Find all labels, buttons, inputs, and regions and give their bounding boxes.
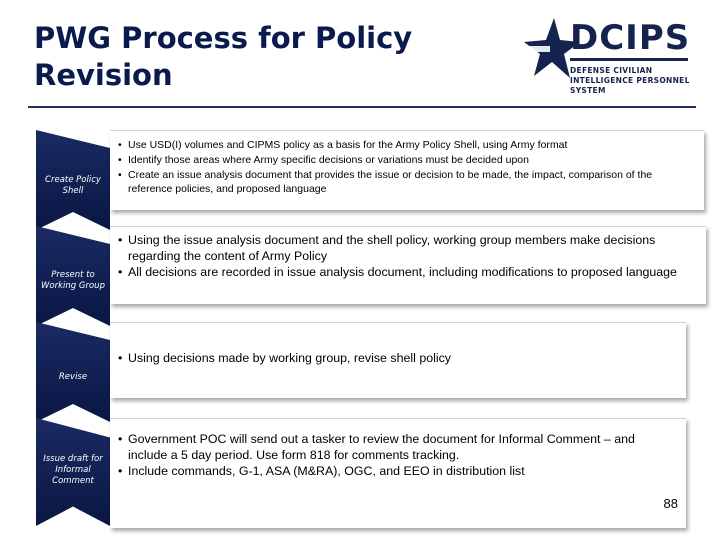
step-label-revise: Revise	[58, 372, 88, 382]
step-panel-revise	[110, 322, 686, 398]
logo-wordmark: DCIPS	[570, 18, 691, 58]
logo-subtitle: DEFENSE CIVILIAN INTELLIGENCE PERSONNEL SYSTEM	[570, 66, 690, 95]
bullet-list	[118, 232, 694, 281]
bullet-list	[118, 350, 674, 366]
bullet-list	[118, 138, 694, 197]
step-panel-issue-draft	[110, 418, 686, 528]
dcips-logo	[526, 14, 696, 94]
bullet-item: • Create an issue analysis document that provides the issue or decision to be made, the impact, comparison of the reference policies, and proposed language	[118, 168, 694, 198]
bullet-item: • Using the issue analysis document and the shell policy, working group members make decisions regarding the content of Army Policy	[118, 232, 694, 264]
bullet-list	[118, 431, 674, 480]
bullet-item: • Identify those areas where Army specific decisions or variations must be decided upon	[118, 153, 694, 168]
step-panel-create-policy-shell	[110, 130, 704, 210]
step-label-issue-draft: Issue draft for Informal Comment	[43, 454, 103, 486]
page-number: 88	[663, 496, 678, 511]
step-panel-present-to-working-group	[110, 226, 706, 304]
bullet-item: • All decisions are recorded in issue analysis document, including modifications to proposed language	[118, 264, 694, 280]
step-label-present-to-working-group: Present to Working Group	[41, 270, 105, 291]
bullet-item: • Include commands, G-1, ASA (M&RA), OGC, and EEO in distribution list	[118, 463, 674, 479]
bullet-item: • Use USD(I) volumes and CIPMS policy as a basis for the Army Policy Shell, using Army format	[118, 138, 694, 153]
slide-title: PWG Process for Policy Revision	[34, 21, 413, 92]
step-label-create-policy-shell: Create Policy Shell	[45, 175, 101, 196]
bullet-item: • Using decisions made by working group, revise shell policy	[118, 350, 674, 366]
logo-rule	[570, 58, 688, 61]
bullet-item: • Government POC will send out a tasker to review the document for Informal Comment – and include a 5 day period. Use form 818 for comments tracking.	[118, 431, 674, 463]
title-divider	[28, 106, 696, 108]
